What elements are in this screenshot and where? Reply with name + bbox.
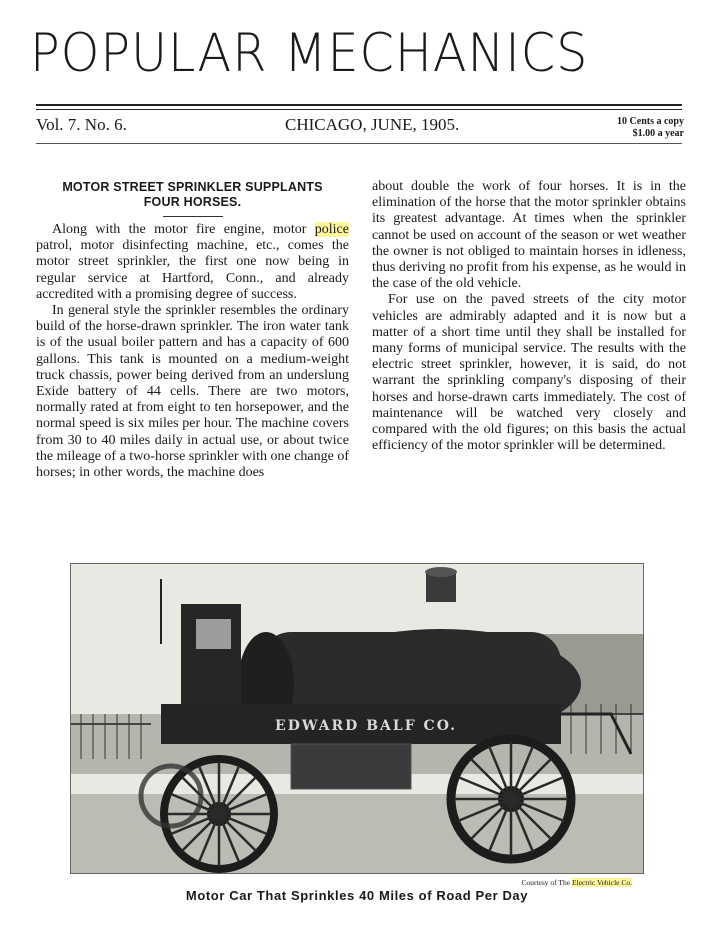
masthead-title: POPULAR MECHANICS [30,23,589,84]
sprinkler-photograph [70,563,644,874]
dateline: CHICAGO, JUNE, 1905. [285,115,460,134]
price-box [617,116,684,140]
article-paragraph-2: In general style the sprinkler resembles the ordinary build of the horse-drawn sprinkler. The iron water tank is of the usual boiler pattern and has a capacity of 600 gallons. This tank is mounted on a medium-weight truck chassis, power being derived from an underslung Exide battery of 44 cells. There are two motors, normally rated at from eight to ten horsepower, and the normal speed is six miles per hour. The machine covers from 30 to 40 miles daily in actual use, or about twice the mileage of a two-horse sprinkler with one change of horses; in other words, the machine does [36,303,349,481]
article-headline [36,180,349,210]
price-per-year: $1.00 a year [632,128,684,139]
article-paragraph-1: Along with the motor fire engine, motor police patrol, motor disinfecting machine, etc., comes the motor street sprinkler, the first one now being in regular service at Hartford, Conn., and already accredited with a promising degree of success. [36,222,349,302]
rear-wheel [451,739,571,859]
credit-company: Electric Vehicle Co. [571,878,632,887]
headline-line-1: MOTOR STREET SPRINKLER SUPPLANTS [62,180,323,194]
highlighted-word: police [314,222,349,237]
photo-credit: Courtesy of The Electric Vehicle Co. [521,878,632,887]
headline-line-2: FOUR HORSES. [143,195,242,209]
volume-number: Vol. 7. No. 6. [36,115,127,134]
headline-divider [163,216,223,217]
masthead-rule-thin [36,109,682,110]
article-column-left [36,180,349,481]
sprinkler-illustration [71,564,643,873]
price-per-copy: 10 Cents a copy [617,116,684,127]
article-column-right [372,179,686,454]
front-wheel [164,759,274,869]
article-paragraph-3: about double the work of four horses. It is in the elimination of the horse that the motor sprinkler obtains its greatest advantage. At times when the sprinkler cannot be used on account of the season or wet weather the owner is not obliged to maintain horses in idleness, thus deriving no profit from his expense, as he would in the case of the old vehicle. [372,179,686,292]
article-paragraph-4: For use on the paved streets of the city motor vehicles are admirably adapted and it is now but a matter of a short time until they shall be installed for many forms of municipal service. The results with the electric street sprinkler, however, it is said, do not warrant the sprinkling company's disposing of their horses and horse-drawn carts immediately. The cost of maintenance will be watched very closely and compared with the old figures; on this basis the actual efficiency of the motor sprinkler will be determined. [372,292,686,454]
photo-caption: Motor Car That Sprinkles 40 Miles of Road Per Day [185,888,529,903]
tank-lettering: EDWARD BALF CO. [275,718,457,734]
masthead-rule-top [36,104,682,106]
masthead-rule-bottom [36,143,682,144]
